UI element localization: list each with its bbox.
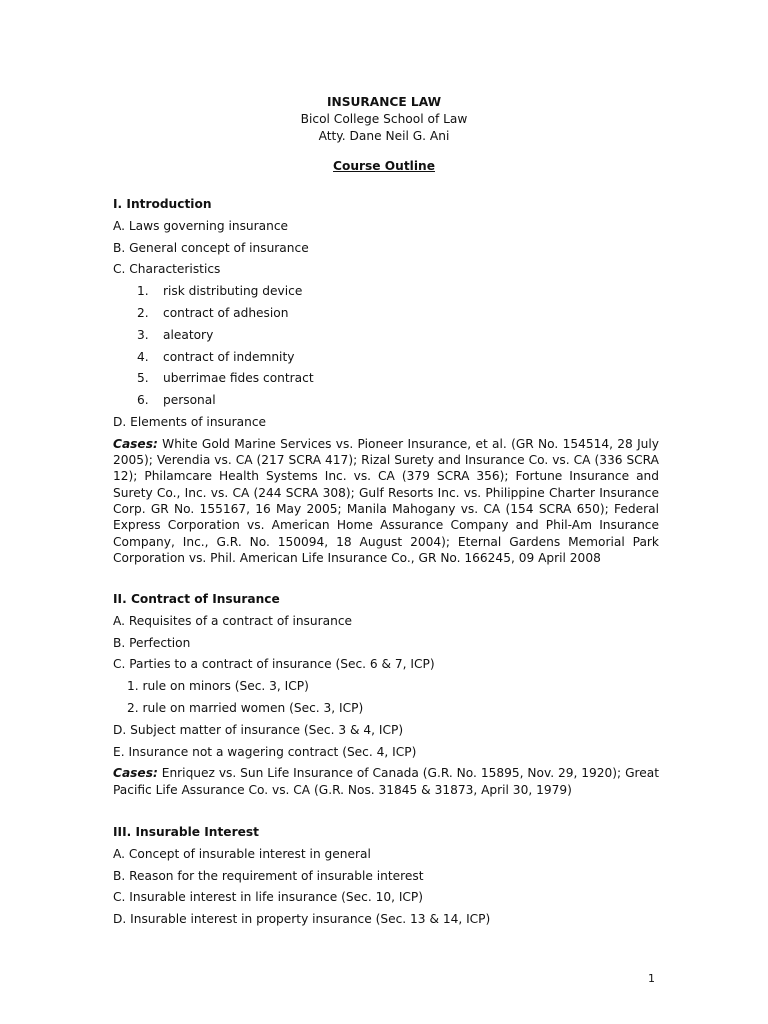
outline-item: B. Reason for the requirement of insurable interest xyxy=(113,868,424,883)
characteristic-item xyxy=(113,281,659,303)
outline-item: D. Elements of insurance xyxy=(113,414,267,429)
outline-item: E. Insurance not a wagering contract (Sec. 4, ICP) xyxy=(113,744,417,759)
outline-item: A. Laws governing insurance xyxy=(113,218,289,233)
page-number: 1 xyxy=(648,972,655,985)
item-text: contract of indemnity xyxy=(163,349,295,364)
section-contract-of-insurance xyxy=(113,589,659,798)
document-title: INSURANCE LAW xyxy=(326,95,442,109)
characteristic-item xyxy=(113,390,659,412)
document-header xyxy=(0,94,768,145)
item-number: 1. xyxy=(137,284,149,299)
school-name: Bicol College School of Law xyxy=(300,112,468,126)
characteristic-item xyxy=(113,347,659,369)
sub-item: 1. rule on minors (Sec. 3, ICP) xyxy=(127,679,309,694)
item-number: 6. xyxy=(137,393,149,408)
item-text: personal xyxy=(163,393,216,408)
characteristic-item xyxy=(113,368,659,390)
item-text: uberrimae fides contract xyxy=(163,371,314,386)
outline-item: A. Concept of insurable interest in general xyxy=(113,846,371,861)
section-title: II. Contract of Insurance xyxy=(113,592,280,606)
item-text: contract of adhesion xyxy=(163,305,289,320)
outline-item: C. Insurable interest in life insurance (Sec. 10, ICP) xyxy=(113,890,424,905)
cases-text: White Gold Marine Services vs. Pioneer Insurance, et al. (GR No. 154514, 28 July 2005); Verendia vs. CA (217 SCRA 417); Rizal Surety and Insurance Co. vs. CA (336 SCRA 12); Philamcare Health Systems Inc. vs. CA (379 SCRA 356); Fortune Insurance and Surety Co., Inc. vs. CA (244 SCRA 308); Gulf Resorts Inc. vs. Philippine Charter Insurance Corp. GR No. 155167, 16 May 2005; Manila Mahogany vs. CA (154 SCRA 650); Federal Express Corporation vs. American Home Assurance Company and Phil-Am Insurance Company, Inc., G.R. No. 150094, 18 August 2004); Eternal Gardens Memorial Park Corporation vs. Phil. American Life Insurance Co., GR No. 166245, 09 April 2008 xyxy=(113,436,660,565)
outline-item: D. Subject matter of insurance (Sec. 3 & 4, ICP) xyxy=(113,722,404,737)
outline-item: A. Requisites of a contract of insurance xyxy=(113,613,353,628)
item-number: 3. xyxy=(137,327,149,342)
cases-paragraph xyxy=(113,765,659,798)
outline-item: C. Parties to a contract of insurance (Sec. 6 & 7, ICP) xyxy=(113,657,435,672)
outline-item: D. Insurable interest in property insurance (Sec. 13 & 14, ICP) xyxy=(113,912,491,927)
cases-label: Cases: xyxy=(113,436,158,451)
item-text: aleatory xyxy=(163,327,214,342)
course-outline-heading: Course Outline xyxy=(333,159,435,173)
outline-item: B. General concept of insurance xyxy=(113,240,309,255)
instructor-name: Atty. Dane Neil G. Ani xyxy=(318,129,450,143)
item-number: 5. xyxy=(137,371,149,386)
item-number: 2. xyxy=(137,305,149,320)
characteristic-item xyxy=(113,325,659,347)
section-title: III. Insurable Interest xyxy=(113,825,259,839)
cases-text: Enriquez vs. Sun Life Insurance of Canada (G.R. No. 15895, Nov. 29, 1920); Great Pacific Life Assurance Co. vs. CA (G.R. Nos. 31845 & 31873, April 30, 1979) xyxy=(113,766,660,797)
item-number: 4. xyxy=(137,349,149,364)
characteristic-item xyxy=(113,303,659,325)
cases-label: Cases: xyxy=(113,766,158,781)
sub-item: 2. rule on married women (Sec. 3, ICP) xyxy=(127,700,364,715)
cases-paragraph xyxy=(113,436,659,566)
outline-item: C. Characteristics xyxy=(113,262,221,277)
section-introduction xyxy=(113,194,659,566)
item-text: risk distributing device xyxy=(163,284,303,299)
outline-item: B. Perfection xyxy=(113,635,191,650)
section-insurable-interest xyxy=(113,822,659,931)
section-title: I. Introduction xyxy=(113,197,212,211)
